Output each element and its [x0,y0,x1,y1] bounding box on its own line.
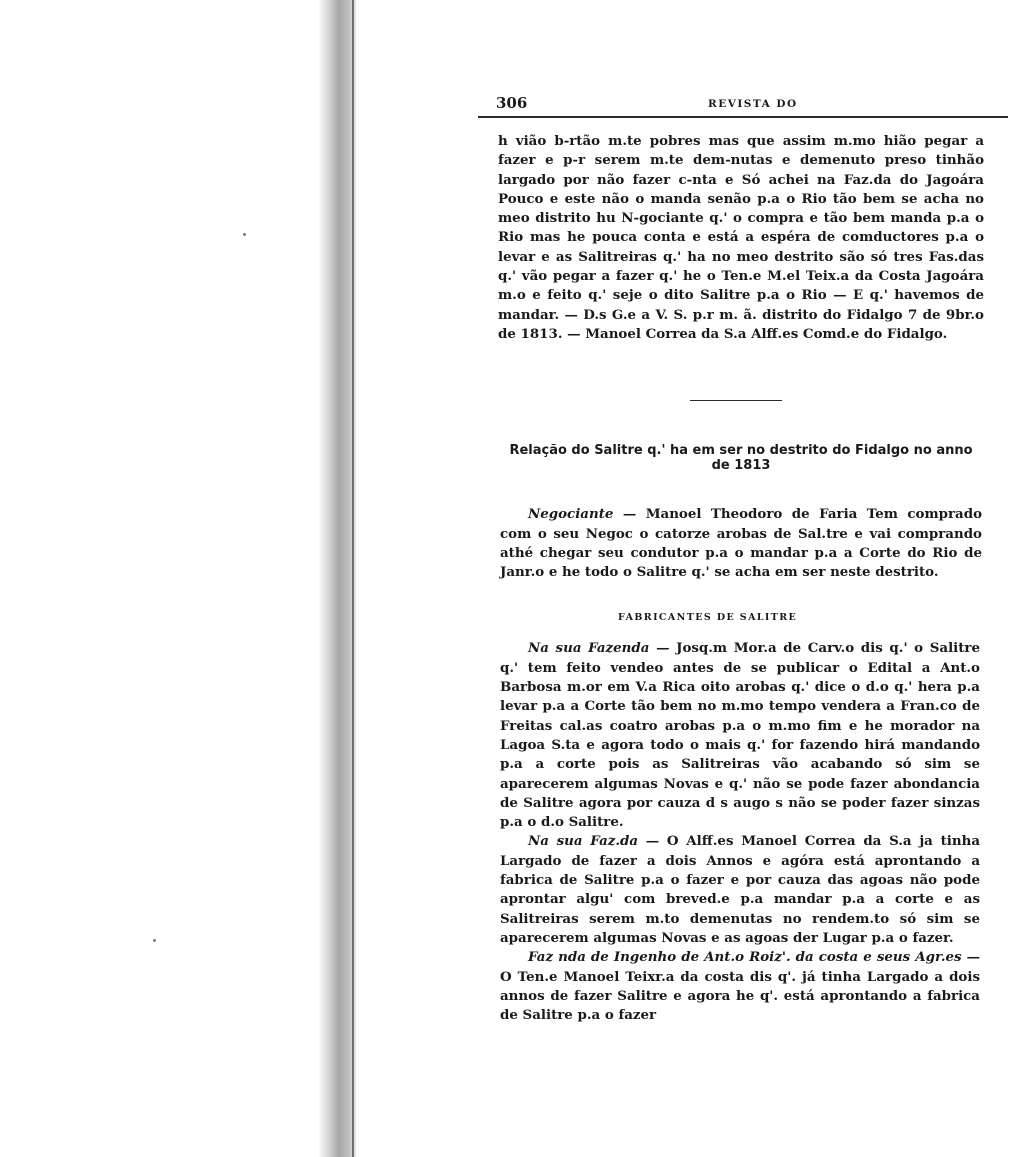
scan-speck [243,233,246,236]
book-gutter-shadow [318,0,356,1157]
fabricantes-heading: FABRICANTES DE SALITRE [618,612,798,624]
running-head [478,92,1008,118]
negociante-lead: Negociante [528,506,614,523]
entry-lead: Na sua Fazenda [528,640,650,657]
negociante-paragraph [500,505,982,582]
continuation-paragraph: h vião b-rtão m.te pobres mas que assim m.mo hião pegar a fazer e p-r serem m.te dem-nutas e demenuto preso tinhão largado por não fazer c-nta e Só achei na Faz.da do Jagoára Pouco e este não o manda senão p.a o Rio tão bem se acha no meo distrito hu N-gociante q.' o compra e tão bem manda p.a o Rio mas he pouca conta e está a espéra de comductores p.a o levar e as Salitreiras q.' ha no meo destrito são só tres Fas.das q.' vão pegar a fazer q.' he o Ten.e M.el Teix.a da Costa Jagoára m.o e feito q.' seje o dito Salitre p.a o Rio — E q.' havemos de mandar. — D.s G.e a V. S. p.r m. ã. distrito do Fidalgo 7 de 9br.o de 1813. — Manoel Correa da S.a Alff.es Comd.e do Fidalgo. [498,133,984,342]
negociante-text: — Manoel Theodoro de Faria Tem comprado com o seu Negoc o catorze arobas de Sal.tre e vai comprando athé chegar seu condutor p.a o mandar p.a a Corte do Rio de Janr.o e he todo o Salitre q.' se acha em ser neste destrito. [500,506,982,581]
entry-text: — O Ten.e Manoel Teixr.a da costa dis q'. já tinha Largado a dois annos de fazer Salitre e agora he q'. está aprontando a fabrica de Salitre p.a o fazer [500,949,980,1024]
section-divider [690,400,782,401]
entry-text: — Josq.m Mor.a de Carv.o dis q.' o Salitre q.' tem feito vendeo antes de se publicar o Edital a Ant.o Barbosa m.or em V.a Rica oito arobas q.' dice o d.o q.' hera p.a levar p.a a Corte tão bem no m.mo tempo vendera a Fran.co de Freitas cal.as coatro arobas p.a o m.mo fim e he morador na Lagoa S.ta e agora todo o mais q.' for fazendo hirá mandando p.a a corte pois as Salitreiras vão acabando só sim se aparecerem algumas Novas e q.' não se pode fazer abondancia de Salitre agora por cauza d s augo s não se poder fazer sinzas p.a o d.o Salitre. [500,640,980,831]
entry-paragraph [500,832,980,948]
entry-lead: Na sua Faz.da [528,833,639,850]
fabricantes-entries [500,639,980,1025]
entry-lead: Faz nda de Ingenho de Ant.o Roiz'. da costa e seus Agr.es [528,949,962,966]
entry-text: — O Alff.es Manoel Correa da S.a ja tinha Largado de fazer a dois Annos e agóra está aprontando a fabrica de Salitre p.a o fazer e por cauza das agoas não pode aprontar algu' com breved.e p.a mandar p.a a corte e as Salitreiras serem m.to demenutas no rendem.to só sim se aparecerem algumas Novas e as agoas der Lugar p.a o fazer. [500,833,980,946]
book-page [478,92,1008,1025]
scan-speck [153,939,156,942]
page-number: 306 [496,94,528,112]
entry-paragraph [500,948,980,1025]
entry-paragraph [500,639,980,832]
section-title: Relação do Salitre q.' ha em ser no destrito do Fidalgo no anno de 1813 [509,443,973,474]
book-gutter-line [352,0,354,1157]
journal-title: REVISTA DO [708,98,798,110]
